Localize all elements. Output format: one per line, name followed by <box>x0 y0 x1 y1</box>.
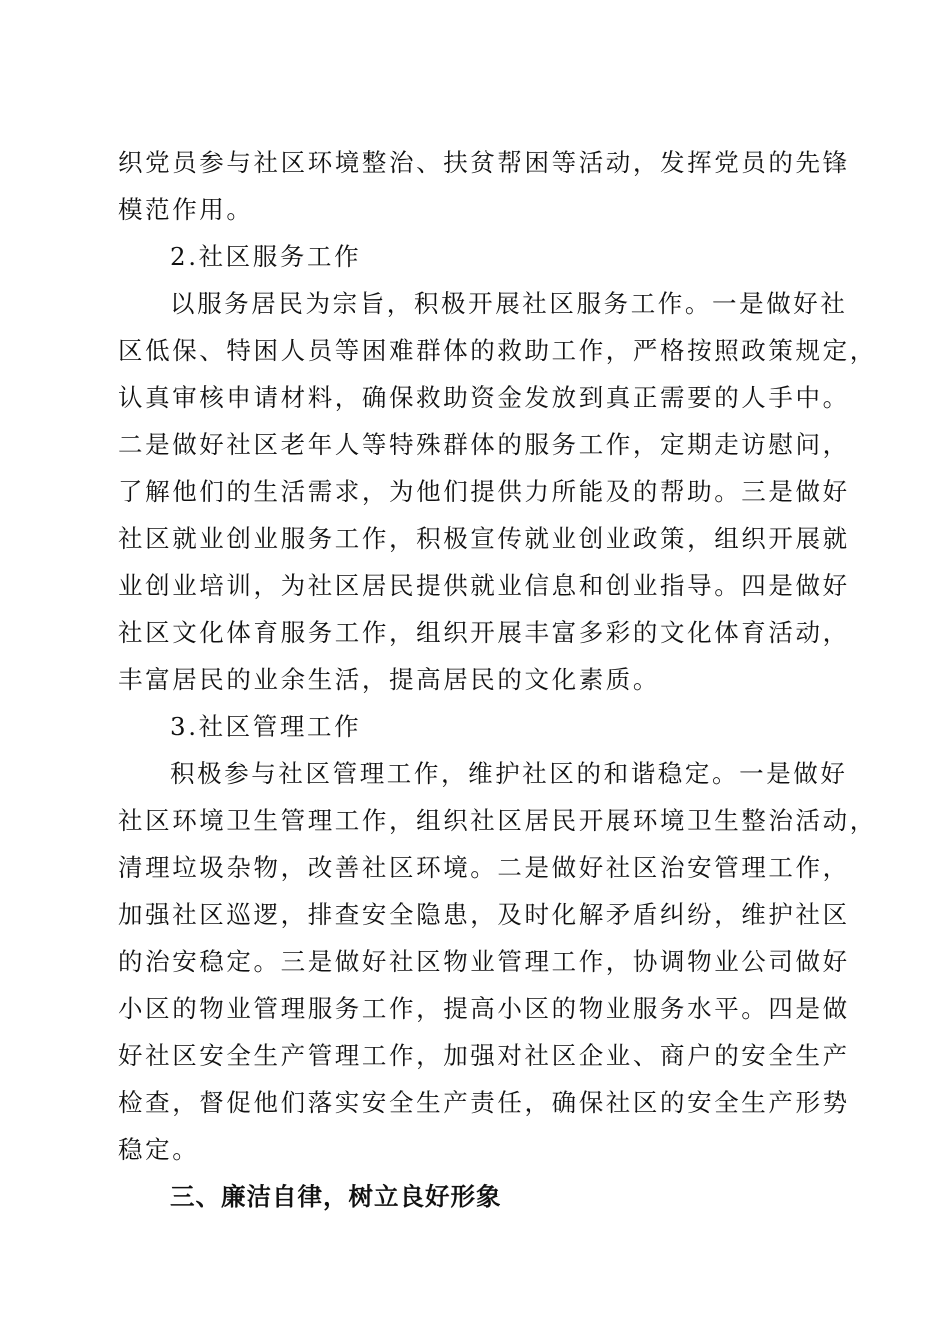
paragraph-line: 二是做好社区老年人等特殊群体的服务工作，定期走访慰问， <box>118 430 850 459</box>
paragraph-line: 小区的物业管理服务工作，提高小区的物业服务水平。四是做 <box>118 994 850 1023</box>
paragraph-line: 积极参与社区管理工作，维护社区的和谐稳定。一是做好 <box>170 759 848 788</box>
paragraph-line: 了解他们的生活需求，为他们提供力所能及的帮助。三是做好 <box>118 477 850 506</box>
paragraph-line: 社区就业创业服务工作，积极宣传就业创业政策，组织开展就 <box>118 524 850 553</box>
paragraph-line: 社区环境卫生管理工作，组织社区居民开展环境卫生整治活动， <box>118 806 877 835</box>
paragraph-line: 好社区安全生产管理工作，加强对社区企业、商户的安全生产 <box>118 1041 850 1070</box>
paragraph-line: 加强社区巡逻，排查安全隐患，及时化解矛盾纠纷，维护社区 <box>118 900 850 929</box>
paragraph-line: 业创业培训，为社区居民提供就业信息和创业指导。四是做好 <box>118 571 850 600</box>
paragraph-line: 织党员参与社区环境整治、扶贫帮困等活动，发挥党员的先锋 <box>118 148 850 177</box>
section-heading-3: 3.社区管理工作 <box>170 712 362 741</box>
paragraph-line: 认真审核申请材料，确保救助资金发放到真正需要的人手中。 <box>118 383 850 412</box>
paragraph-line: 的治安稳定。三是做好社区物业管理工作，协调物业公司做好 <box>118 947 850 976</box>
paragraph-line: 清理垃圾杂物，改善社区环境。二是做好社区治安管理工作， <box>118 853 850 882</box>
paragraph-line: 丰富居民的业余生活，提高居民的文化素质。 <box>118 665 660 694</box>
chapter-heading: 三、廉洁自律，树立良好形象 <box>170 1182 502 1211</box>
paragraph-line: 社区文化体育服务工作，组织开展丰富多彩的文化体育活动， <box>118 618 850 647</box>
paragraph-line: 稳定。 <box>118 1135 200 1164</box>
paragraph-line: 检查，督促他们落实安全生产责任，确保社区的安全生产形势 <box>118 1088 850 1117</box>
paragraph-line: 区低保、特困人员等困难群体的救助工作，严格按照政策规定， <box>118 336 877 365</box>
paragraph-line: 模范作用。 <box>118 195 254 224</box>
section-heading-2: 2.社区服务工作 <box>170 242 362 271</box>
paragraph-line: 以服务居民为宗旨，积极开展社区服务工作。一是做好社 <box>170 289 848 318</box>
